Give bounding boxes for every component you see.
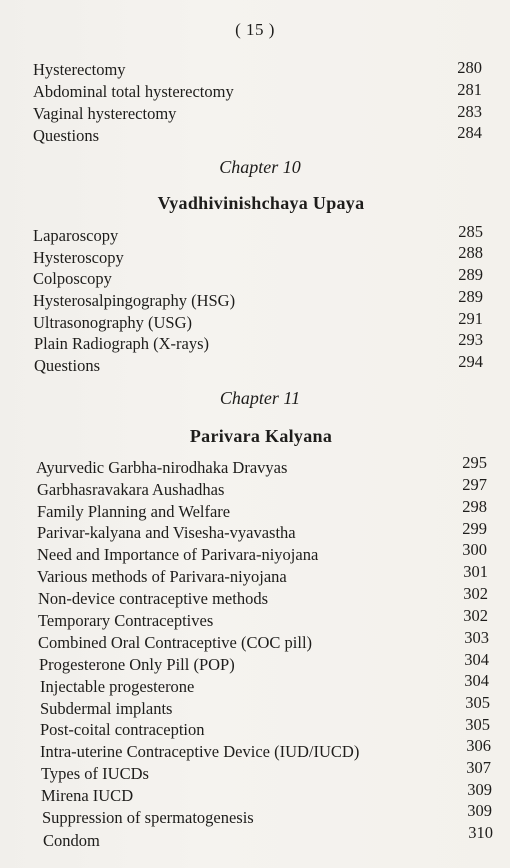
toc-entry-title: Questions [34,356,100,375]
toc-entry-title: Progesterone Only Pill (POP) [39,655,235,674]
toc-entry-page: 304 [464,650,489,669]
toc-entry-title: Family Planning and Welfare [37,502,231,521]
toc-entry-title: Abdominal total hysterectomy [33,82,234,101]
chapter-title: Vyadhivinishchaya Upaya [157,193,365,213]
toc-entry-page: 309 [467,801,492,820]
toc-entry-page: 291 [458,309,483,328]
toc-entry-title: Ultrasonography (USG) [33,313,193,332]
chapter-label: Chapter 11 [219,388,301,408]
toc-entry-page: 284 [457,123,482,142]
toc-entry-page: 280 [457,58,482,77]
toc-entry-title: Colposcopy [33,269,112,288]
toc-entry-title: Questions [33,126,99,145]
toc-entry-page: 302 [463,606,488,625]
toc-entry-title: Laparoscopy [33,226,119,245]
toc-entry-page: 293 [458,330,483,349]
toc-entry-page: 305 [465,693,490,712]
toc-entry-title: Hysteroscopy [33,248,124,267]
page-number: ( 15 ) [235,20,275,39]
toc-entry-title: Various methods of Parivara-niyojana [37,567,287,586]
toc-entry-title: Garbhasravakara Aushadhas [37,480,225,499]
toc-entry-title: Vaginal hysterectomy [33,104,177,123]
toc-entry-title: Hysterectomy [33,60,126,79]
toc-entry-title: Post-coital contraception [40,720,205,739]
toc-entry-title: Suppression of spermatogenesis [42,808,254,827]
toc-entry-title: Temporary Contraceptives [38,611,214,630]
toc-entry-title: Plain Radiograph (X-rays) [34,334,210,353]
toc-entry-page: 300 [462,540,487,559]
toc-entry-page: 295 [462,453,487,472]
toc-entry-page: 285 [458,222,483,241]
toc-entry-title: Combined Oral Contraceptive (COC pill) [38,633,313,652]
toc-entry-title: Need and Importance of Parivara-niyojana [37,545,319,564]
toc-entry-page: 309 [467,780,492,799]
toc-entry-page: 294 [458,352,483,371]
toc-entry-title: Hysterosalpingography (HSG) [33,291,236,310]
toc-entry-title: Intra-uterine Contraceptive Device (IUD/IUCD) [40,742,360,761]
toc-entry-page: 302 [463,584,488,603]
toc-entry-title: Mirena IUCD [41,786,134,805]
toc-entry-page: 281 [457,80,482,99]
toc-entry-page: 288 [458,243,483,262]
toc-entry-page: 298 [462,497,487,516]
toc-entry-page: 289 [458,287,483,306]
toc-entry-title: Subdermal implants [40,699,173,718]
toc-entry-page: 310 [468,823,493,842]
toc-entry-page: 297 [462,475,487,494]
chapter-title: Parivara Kalyana [189,426,333,446]
toc-entry-page: 283 [457,102,482,121]
toc-entry-page: 303 [464,628,489,647]
toc-entry-title: Condom [43,831,100,850]
toc-entry-title: Types of IUCDs [41,764,149,783]
toc-entry-title: Ayurvedic Garbha-nirodhaka Dravyas [36,458,288,477]
toc-entry-page: 289 [458,265,483,284]
toc-entry-page: 307 [466,758,491,777]
toc-entry-page: 301 [463,562,488,581]
toc-entry-page: 305 [465,715,490,734]
toc-entry-page: 306 [466,736,491,755]
toc-entry-title: Parivar-kalyana and Visesha-vyavastha [37,523,296,542]
toc-entry-page: 304 [464,671,489,690]
toc-entry-page: 299 [462,519,487,538]
toc-entry-title: Injectable progesterone [40,677,195,696]
toc-entry-title: Non-device contraceptive methods [38,589,268,608]
chapter-label: Chapter 10 [219,157,301,177]
